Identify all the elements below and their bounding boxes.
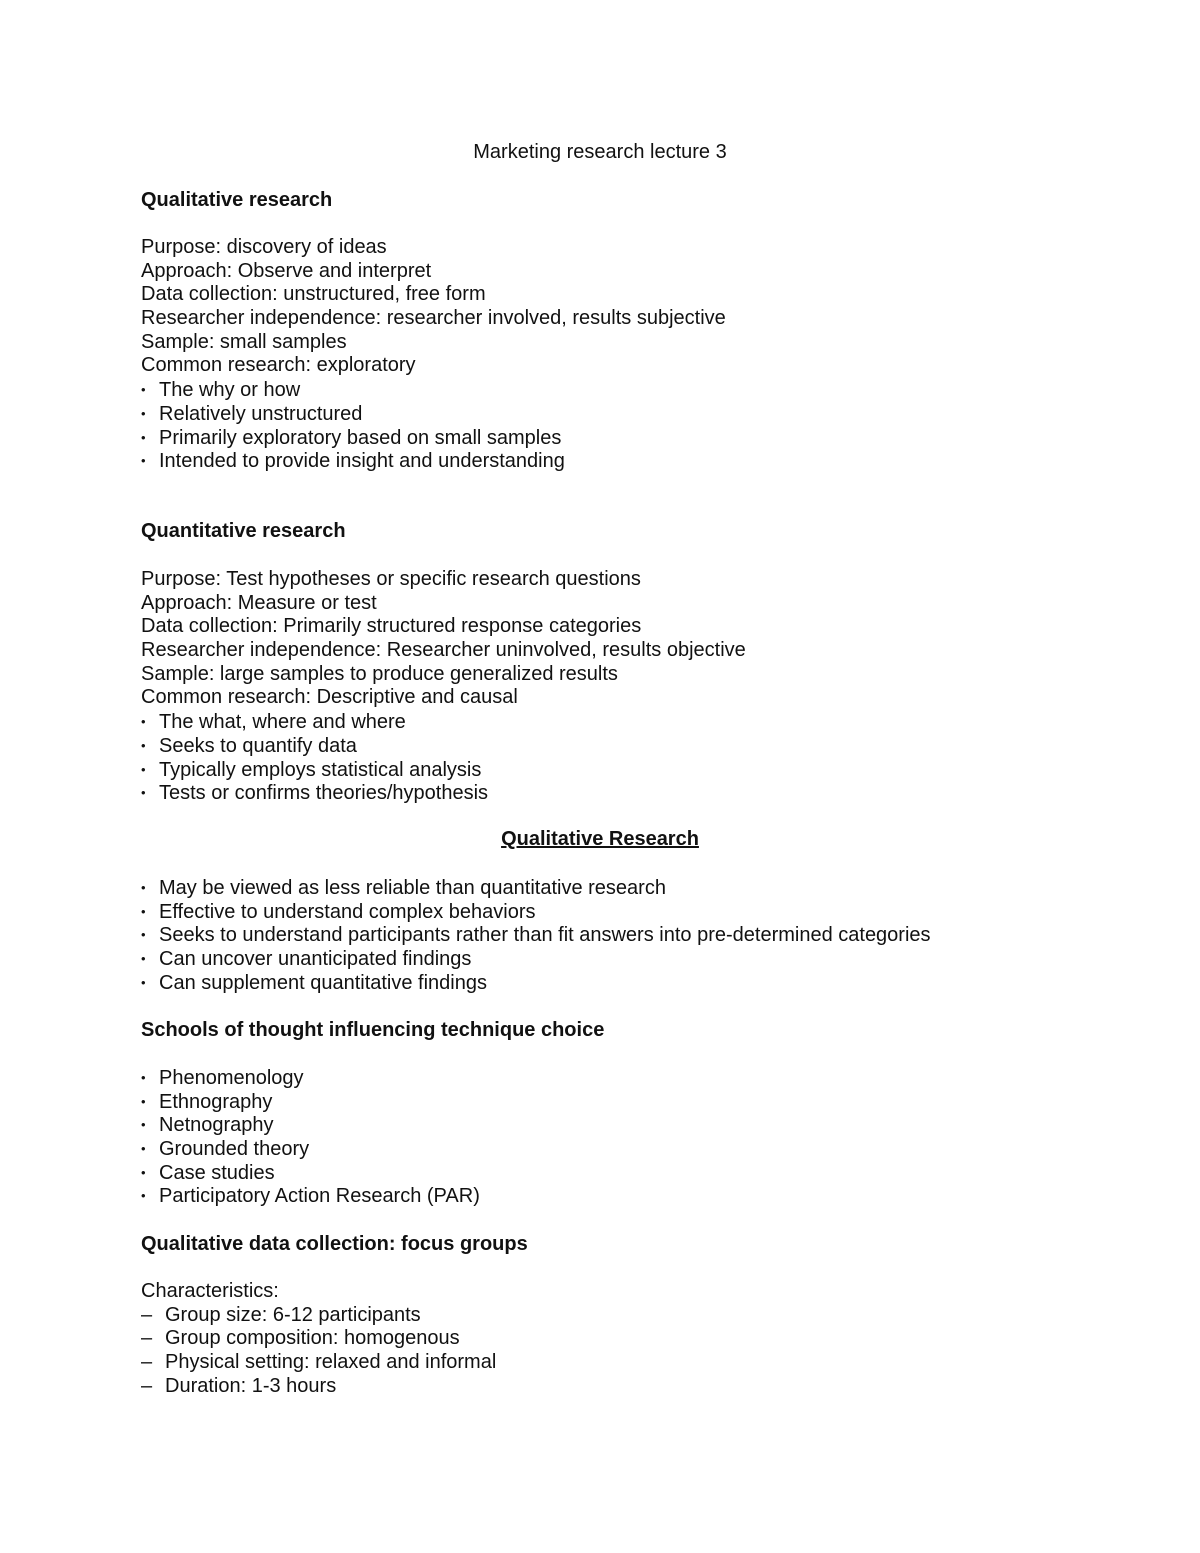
bullet-item: • Case studies xyxy=(141,1161,1141,1185)
field-line: Data collection: Primarily structured response categories xyxy=(141,615,642,638)
schools-list xyxy=(141,1066,1141,1208)
bullet-item: • May be viewed as less reliable than quantitative research xyxy=(141,876,1141,900)
field-line: Sample: large samples to produce generalized results xyxy=(141,662,618,685)
bullet-item: • Intended to provide insight and understanding xyxy=(141,449,1141,473)
bullet-item: • Relatively unstructured xyxy=(141,402,1141,426)
bullet-item: • Can uncover unanticipated findings xyxy=(141,947,1141,971)
field-line: Data collection: unstructured, free form xyxy=(141,283,486,306)
bullet-item: • Netnography xyxy=(141,1113,1141,1137)
dash-item: – Duration: 1-3 hours xyxy=(141,1375,1141,1399)
bullet-item: • Seeks to quantify data xyxy=(141,734,1141,758)
field-line: Sample: small samples xyxy=(141,330,347,353)
bullet-item: • The what, where and where xyxy=(141,710,1141,734)
field-line: Researcher independence: Researcher uninvolved, results objective xyxy=(141,639,746,662)
bullet-item: • The why or how xyxy=(141,378,1141,402)
bullet-item: • Ethnography xyxy=(141,1090,1141,1114)
bullet-item: • Effective to understand complex behaviors xyxy=(141,900,1141,924)
bullet-item: • Phenomenology xyxy=(141,1066,1141,1090)
field-line: Approach: Observe and interpret xyxy=(141,259,432,282)
bullet-item: • Grounded theory xyxy=(141,1137,1141,1161)
focus-groups-characteristics xyxy=(141,1280,1141,1398)
bullet-item: • Participatory Action Research (PAR) xyxy=(141,1184,1141,1208)
section-heading: Schools of thought influencing technique choice xyxy=(141,1019,605,1041)
bullet-item: • Can supplement quantitative findings xyxy=(141,971,1141,995)
characteristics-label: Characteristics: xyxy=(141,1280,279,1302)
focus-groups-section xyxy=(141,1233,1141,1257)
bullet-item: • Seeks to understand participants rather than fit answers into pre-determined categories xyxy=(141,923,1141,947)
section-heading: Quantitative research xyxy=(141,520,346,542)
qualitative-details xyxy=(141,236,1141,473)
dash-item: – Physical setting: relaxed and informal xyxy=(141,1351,1141,1375)
field-line: Common research: Descriptive and causal xyxy=(141,686,518,709)
schools-section xyxy=(141,1019,1141,1043)
quantitative-details xyxy=(141,568,1141,805)
bullet-item: • Typically employs statistical analysis xyxy=(141,758,1141,782)
field-line: Purpose: discovery of ideas xyxy=(141,236,387,258)
bullet-item: • Primarily exploratory based on small samples xyxy=(141,426,1141,450)
field-line: Approach: Measure or test xyxy=(141,591,377,614)
field-line: Researcher independence: researcher involved, results subjective xyxy=(141,307,726,330)
quantitative-section xyxy=(141,520,1141,544)
dash-item: – Group size: 6-12 participants xyxy=(141,1304,1141,1328)
qualitative-section xyxy=(141,189,1141,213)
section-heading: Qualitative research xyxy=(141,189,333,211)
field-line: Purpose: Test hypotheses or specific research questions xyxy=(141,568,641,590)
document-title: Marketing research lecture 3 xyxy=(473,141,727,163)
centered-section-heading: Qualitative Research xyxy=(501,828,699,850)
field-line: Common research: exploratory xyxy=(141,354,416,377)
bullet-item: • Tests or confirms theories/hypothesis xyxy=(141,781,1141,805)
section-heading: Qualitative data collection: focus groups xyxy=(141,1233,528,1255)
qualitative-research-points xyxy=(141,876,1141,994)
dash-item: – Group composition: homogenous xyxy=(141,1327,1141,1351)
